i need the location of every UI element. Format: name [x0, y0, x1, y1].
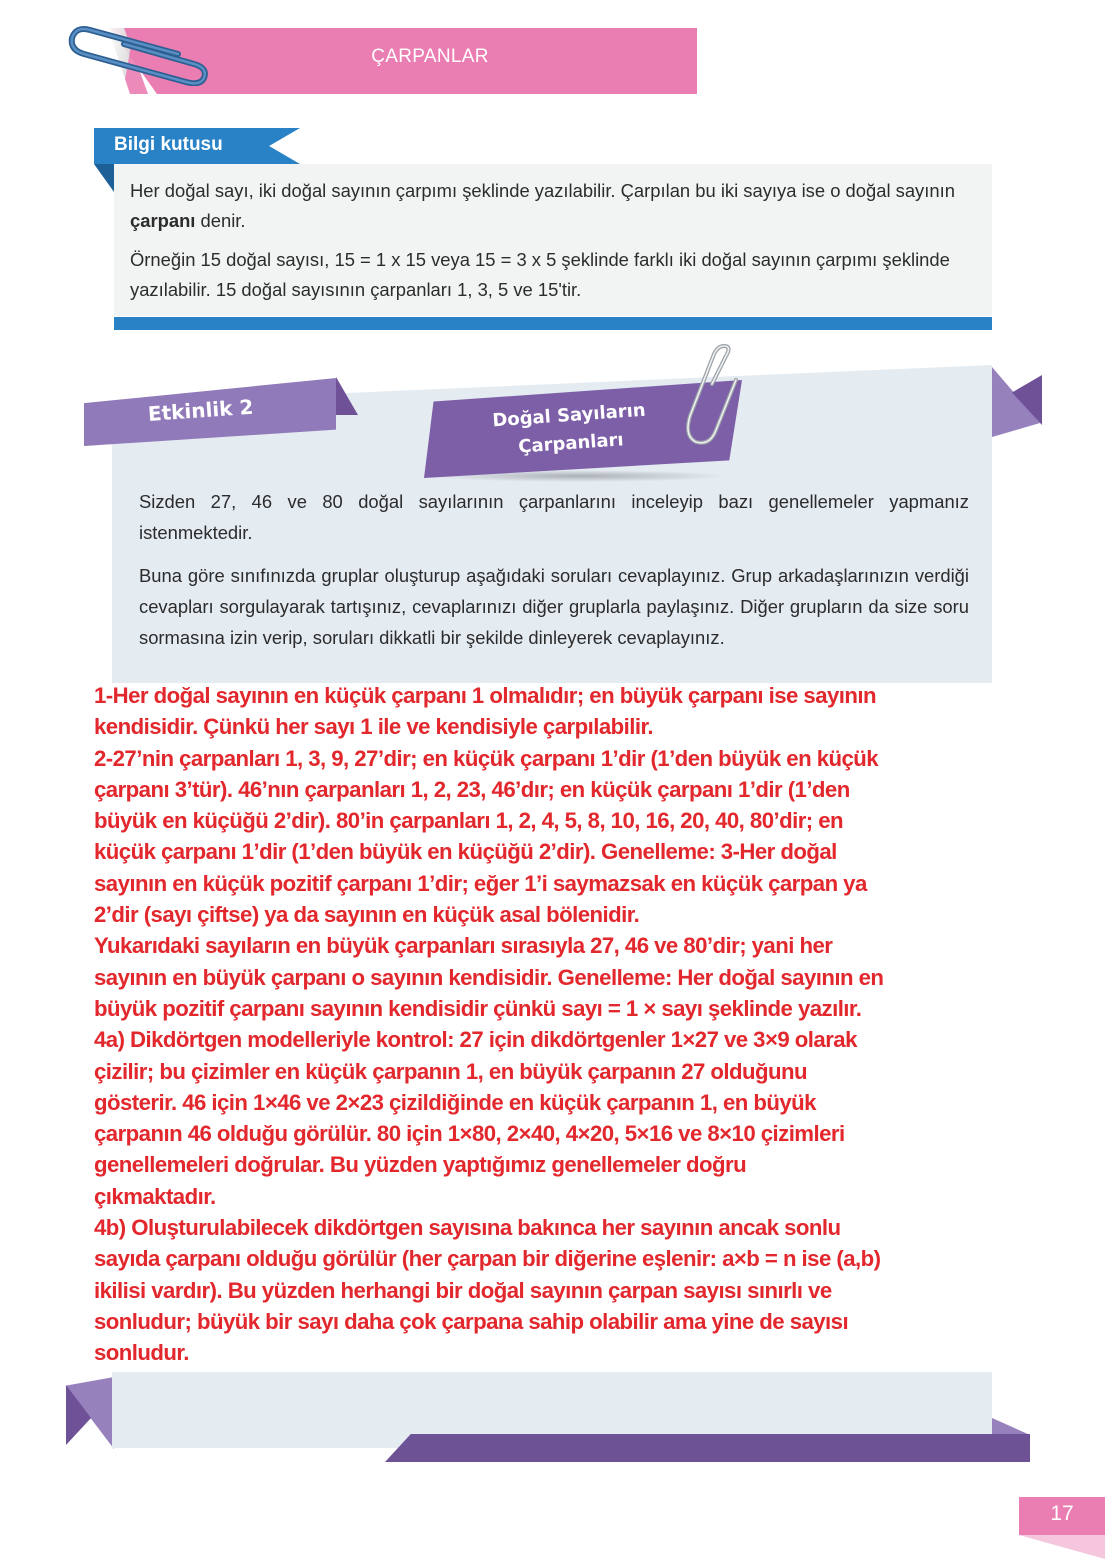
answer-line: gösterir. 46 için 1×46 ve 2×23 çizildiğinde en küçük çarpanın 1, en büyük: [94, 1089, 816, 1115]
activity-paragraph: Buna göre sınıfınızda gruplar oluşturup aşağıdaki soruları cevaplayınız. Grup arkadaşlarınızın verdiği cevapları sorgulayarak tartışınız, cevaplarınızı diğer gruplarla paylaşınız. Diğer grupların da size soru sormasına izin verip, soruları dikkatli bir şekilde dinleyerek cevaplayınız.: [139, 565, 969, 648]
answer-line: kendisidir. Çünkü her sayı 1 ile ve kendisiyle çarpılabilir.: [94, 714, 653, 740]
info-box-title: Bilgi kutusu: [114, 134, 223, 155]
info-paragraph-2: Örneğin 15 doğal sayısı, 15 = 1 x 15 veya 15 = 3 x 5 şeklinde farklı iki doğal sayının çarpımı şeklinde yazılabilir. 15 doğal sayısının çarpanları 1, 3, 5 ve 15'tir.: [130, 249, 950, 300]
answer-line: büyük en küçüğü 2’dir). 80’in çarpanları 1, 2, 4, 5, 8, 10, 16, 20, 40, 80’dir; en: [94, 808, 844, 834]
answer-line: 1-Her doğal sayının en küçük çarpanı 1 olmalıdır; en büyük çarpanı ise sayının: [94, 683, 877, 708]
info-box-text: [130, 176, 975, 314]
answer-line: sayının en küçük pozitif çarpanı 1’dir; eğer 1’i saymazsak en küçük çarpan ya: [94, 870, 867, 896]
answer-line: çarpanı 3’tür). 46’nın çarpanları 1, 2, 23, 46’dır; en küçük çarpanı 1’dir (1’den: [94, 776, 850, 802]
chapter-title: ÇARPANLAR: [371, 46, 489, 67]
info-box-tab-fold: [94, 164, 114, 192]
term-carpani: çarpanı: [130, 210, 196, 231]
bottom-bar-fold: [992, 1418, 1030, 1435]
paperclip-icon: [66, 24, 216, 86]
paperclip-icon: [682, 344, 742, 448]
info-box-bottom-bar: [114, 317, 992, 330]
activity-topic: Doğal Sayıların Çarpanları: [491, 399, 647, 458]
answer-line: 4b) Oluşturulabilecek dikdörtgen sayısına bakınca her sayının ancak sonlu: [94, 1215, 841, 1241]
page-number: 17: [1050, 1502, 1074, 1525]
activity-paragraph: Sizden 27, 46 ve 80 doğal sayılarının çarpanlarını inceleyip bazı genellemeler yapmanız istenmektedir.: [139, 491, 969, 543]
answer-line: sonludur.: [94, 1340, 189, 1366]
answer-line: sayının en büyük çarpanı o sayının kendisidir. Genelleme: Her doğal sayının en: [94, 964, 884, 990]
answer-text: [94, 680, 1014, 1369]
answer-line: 2-27’nin çarpanları 1, 3, 9, 27’dir; en küçük çarpanı 1’dir (1’den büyük en küçük: [94, 745, 879, 771]
bottom-bar: [385, 1434, 1030, 1462]
answer-line: büyük pozitif çarpanı sayının kendisidir çünkü sayı = 1 × sayı şeklinde yazılır.: [94, 995, 862, 1021]
answer-line: 4a) Dikdörtgen modelleriyle kontrol: 27 için dikdörtgenler 1×27 ve 3×9 olarak: [94, 1027, 857, 1053]
info-paragraph-1: Her doğal sayı, iki doğal sayının çarpımı şeklinde yazılabilir. Çarpılan bu iki sayıya ise o doğal sayının çarpanı denir.: [130, 180, 955, 231]
answer-line: 2’dir (sayı çiftse) ya da sayının en küçük asal bölenidir.: [94, 902, 640, 928]
answer-line: küçük çarpanı 1’dir (1’den büyük en küçüğü 2’dir). Genelleme: 3-Her doğal: [94, 839, 837, 865]
answer-line: çıkmaktadır.: [94, 1183, 216, 1209]
answer-line: genellemeleri doğrular. Bu yüzden yaptığımız genellemeler doğru: [94, 1152, 747, 1178]
answer-line: çizilir; bu çizimler en küçük çarpanın 1, en büyük çarpanın 27 olduğunu: [94, 1058, 808, 1084]
answer-line: sayıda çarpanı olduğu görülür (her çarpan bir diğerine eşlenir: a×b = n ise (a,b): [94, 1246, 881, 1272]
answer-line: ikilisi vardır). Bu yüzden herhangi bir doğal sayının çarpan sayısı sınırlı ve: [94, 1277, 832, 1303]
answer-line: Yukarıdaki sayıların en büyük çarpanları sırasıyla 27, 46 ve 80’dir; yani her: [94, 933, 833, 959]
answer-line: çarpanın 46 olduğu görülür. 80 için 1×80, 2×40, 4×20, 5×16 ve 8×10 çizimleri: [94, 1121, 845, 1147]
activity-label: Etkinlik 2: [147, 394, 255, 426]
activity-instructions: [139, 486, 969, 665]
answer-line: sonludur; büyük bir sayı daha çok çarpana sahip olabilir ama yine de sayısı: [94, 1308, 849, 1334]
page-number-fold: [1019, 1535, 1105, 1559]
